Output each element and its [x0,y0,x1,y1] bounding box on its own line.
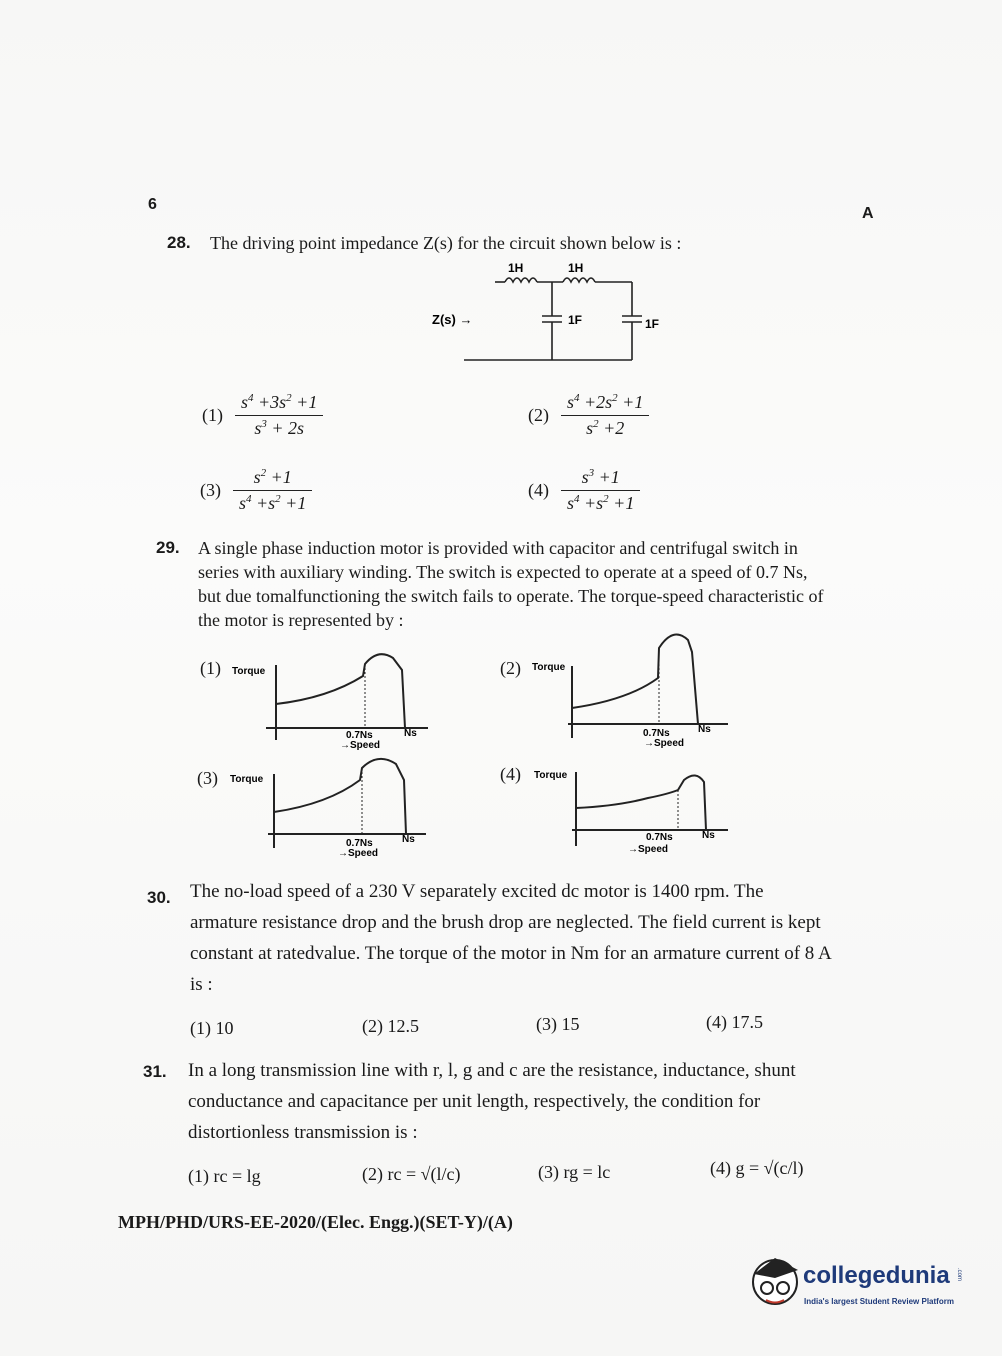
inductor-2-label: 1H [568,261,584,275]
q29-plot-4 [528,752,728,862]
q28-option-4-numerator: $s^3 +1$ [561,467,640,491]
plot-1-ylabel: Torque [232,666,266,677]
q28-option-1-denominator: $s^3 + 2s$ [254,418,304,438]
plot-2-ylabel: Torque [532,662,566,673]
q30-option-2[interactable]: (2) 12.5 [362,1016,419,1036]
plot-1-xlabel: →Speed [340,740,381,751]
q30-option-4[interactable]: (4) 17.5 [706,1012,763,1032]
q30-number: 30. [147,888,171,907]
inductor-1 [505,278,537,282]
logo-name[interactable]: collegedunia [803,1262,950,1289]
q30-line: is : [190,974,213,995]
plot-1-ns: Ns [404,728,417,739]
plot-3-curve [274,759,406,834]
plot-3-ylabel: Torque [230,774,264,785]
plot-2-curve [572,635,698,724]
q28-option-1-label: (1) [202,405,223,425]
q31-option-1[interactable]: (1) rc = lg [188,1166,261,1186]
plot-4-xlabel: →Speed [628,844,669,855]
q28-option-3-denominator: $s^4 +s^2 +1$ [239,493,307,513]
q29-text [198,536,888,632]
q29-option-4-label: (4) [500,764,521,784]
plot-2-xlabel: →Speed [644,738,685,749]
plot-2-mark: 0.7Ns [643,728,670,739]
logo-tagline: India's largest Student Review Platform [804,1297,954,1306]
inductor-2 [563,278,595,282]
q28-option-3-label: (3) [200,480,221,500]
q28-option-4[interactable] [528,467,640,514]
set-code: A [862,205,874,222]
logo-tld: .com [956,1268,962,1282]
q28-option-3-numerator: $s^2 +1$ [233,467,312,491]
q28-option-1-numerator: $s^4 +3s^2 +1$ [235,392,323,416]
q29-plot-3 [228,752,428,862]
q30-line: The no-load speed of a 230 V separately excited dc motor is 1400 rpm. The [190,881,764,902]
capacitor-2-label: 1F [645,317,660,331]
plot-4-ns: Ns [702,830,715,841]
capacitor-1-label: 1F [568,313,583,327]
q29-option-4[interactable] [500,764,529,785]
q29-number: 29. [156,538,180,557]
q29-plot-2 [528,626,728,751]
q29-option-3-label: (3) [197,768,218,788]
footer-code: MPH/PHD/URS-EE-2020/(Elec. Engg.)(SET-Y)/(A) [118,1212,513,1232]
q29-option-1-label: (1) [200,658,221,678]
q29-line: the motor is represented by : [198,610,404,630]
q31-option-3[interactable]: (3) rg = lc [538,1162,611,1182]
q28-option-3[interactable] [200,467,312,514]
q31-text [188,1055,906,1148]
plot-4-curve [576,775,706,830]
collegedunia-mascot-icon [746,1252,804,1310]
plot-1-mark: 0.7Ns [346,730,373,741]
page-number: 6 [148,196,157,213]
q29-option-2[interactable] [500,658,529,679]
q31-line: In a long transmission line with r, l, g and c are the resistance, inductance, shunt [188,1060,796,1081]
inductor-1-label: 1H [508,261,524,275]
q28-option-4-label: (4) [528,480,549,500]
plot-4-ylabel: Torque [534,770,568,781]
q28-option-1[interactable] [202,392,323,439]
impedance-label: Z(s) → [432,312,473,327]
q30-text [190,876,902,1000]
plot-3-mark: 0.7Ns [346,838,373,849]
q29-line: but due tomalfunctioning the switch fails to operate. The torque-speed characteristic of [198,586,824,606]
q29-line: A single phase induction motor is provided with capacitor and centrifugal switch in [198,538,798,558]
q28-option-1-fraction [235,392,323,439]
q29-plot-1 [228,640,428,755]
q29-option-1[interactable] [200,658,229,679]
q30-line: constant at ratedvalue. The torque of the motor in Nm for an armature current of 8 A [190,943,832,964]
q29-line: series with auxiliary winding. The switch is expected to operate at a speed of 0.7 Ns, [198,562,808,582]
q28-circuit-diagram [420,258,680,370]
q30-option-1[interactable]: (1) 10 [190,1018,234,1038]
plot-4-mark: 0.7Ns [646,832,673,843]
q28-option-2-denominator: $s^2 +2$ [586,418,625,438]
q28-option-2-numerator: $s^4 +2s^2 +1$ [561,392,649,416]
plot-2-ns: Ns [698,724,711,735]
q28-option-2-fraction [561,392,649,439]
plot-3-ns: Ns [402,834,415,845]
q28-option-4-denominator: $s^4 +s^2 +1$ [567,493,635,513]
q31-line: distortionless transmission is : [188,1122,418,1143]
q31-option-4[interactable]: (4) g = √(c/l) [710,1158,804,1178]
q29-option-2-label: (2) [500,658,521,678]
q28-option-2[interactable] [528,392,649,439]
q28-number: 28. [167,233,191,252]
plot-3-xlabel: →Speed [338,848,379,859]
plot-1-curve [276,654,405,728]
q30-option-3[interactable]: (3) 15 [536,1014,580,1034]
q28-option-4-fraction [561,467,640,514]
q29-option-3[interactable] [197,768,226,789]
q31-line: conductance and capacitance per unit length, respectively, the condition for [188,1091,761,1112]
q31-option-2[interactable]: (2) rc = √(l/c) [362,1164,461,1184]
q28-option-3-fraction [233,467,312,514]
q28-option-2-label: (2) [528,405,549,425]
q30-line: armature resistance drop and the brush drop are neglected. The field current is kept [190,912,821,933]
q31-number: 31. [143,1062,167,1081]
q28-text: The driving point impedance Z(s) for the circuit shown below is : [210,233,682,253]
